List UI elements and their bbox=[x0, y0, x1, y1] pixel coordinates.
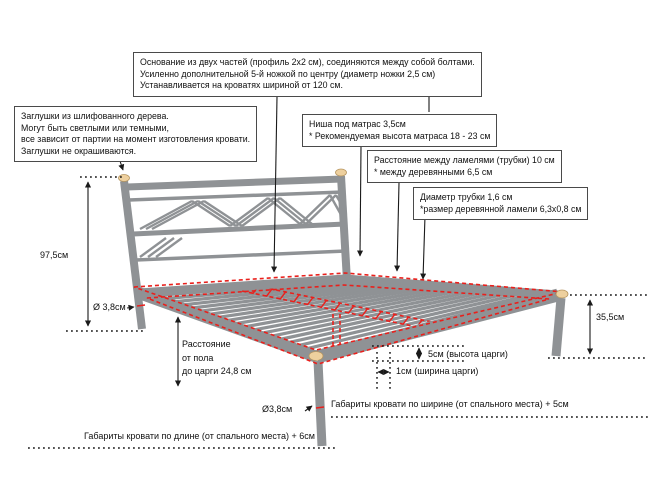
callout-mattress-niche-note: Ниша под матрас 3,5см * Рекомендуемая высота матраса 18 - 23 см bbox=[302, 114, 497, 147]
label-leg-diameter-left: Ø 3,8см bbox=[93, 302, 126, 312]
label-overall-length: Габариты кровати по длине (от спального места) + 6см bbox=[84, 431, 315, 441]
label-foot-leg-height: 35,5см bbox=[596, 312, 625, 322]
callout-base-note: Основание из двух частей (профиль 2х2 см), соединяются между собой болтами. Усиленно дополнительной 5-й ножкой по центру (диаметр ножки 2,5 см) Устанавливается на кроватях шириной от 120 см. bbox=[133, 52, 482, 97]
label-leg-diameter-front: Ø3,8см bbox=[262, 404, 293, 414]
label-overall-width: Габариты кровати по ширине (от спального места) + 5см bbox=[331, 399, 569, 409]
callout-wood-caps-note: Заглушки из шлифованного дерева. Могут быть светлыми или темными, все зависит от партии на момент изготовления кровати. Заглушки не окрашиваются. bbox=[14, 106, 257, 162]
label-rail-width: 1см (ширина царги) bbox=[396, 366, 479, 376]
label-total-height: 97,5см bbox=[40, 250, 69, 260]
label-rail-height: 5см (высота царги) bbox=[428, 349, 508, 359]
callout-lamel-spacing-note: Расстояние между ламелями (трубки) 10 см * между деревянными 6,5 см bbox=[367, 150, 562, 183]
label-floor-to-rail: Расстояние от пола до царги 24,8 см bbox=[182, 339, 252, 376]
callout-tube-diameter-note: Диаметр трубки 1,6 см *размер деревянной ламели 6,3х0,8 см bbox=[413, 187, 588, 220]
